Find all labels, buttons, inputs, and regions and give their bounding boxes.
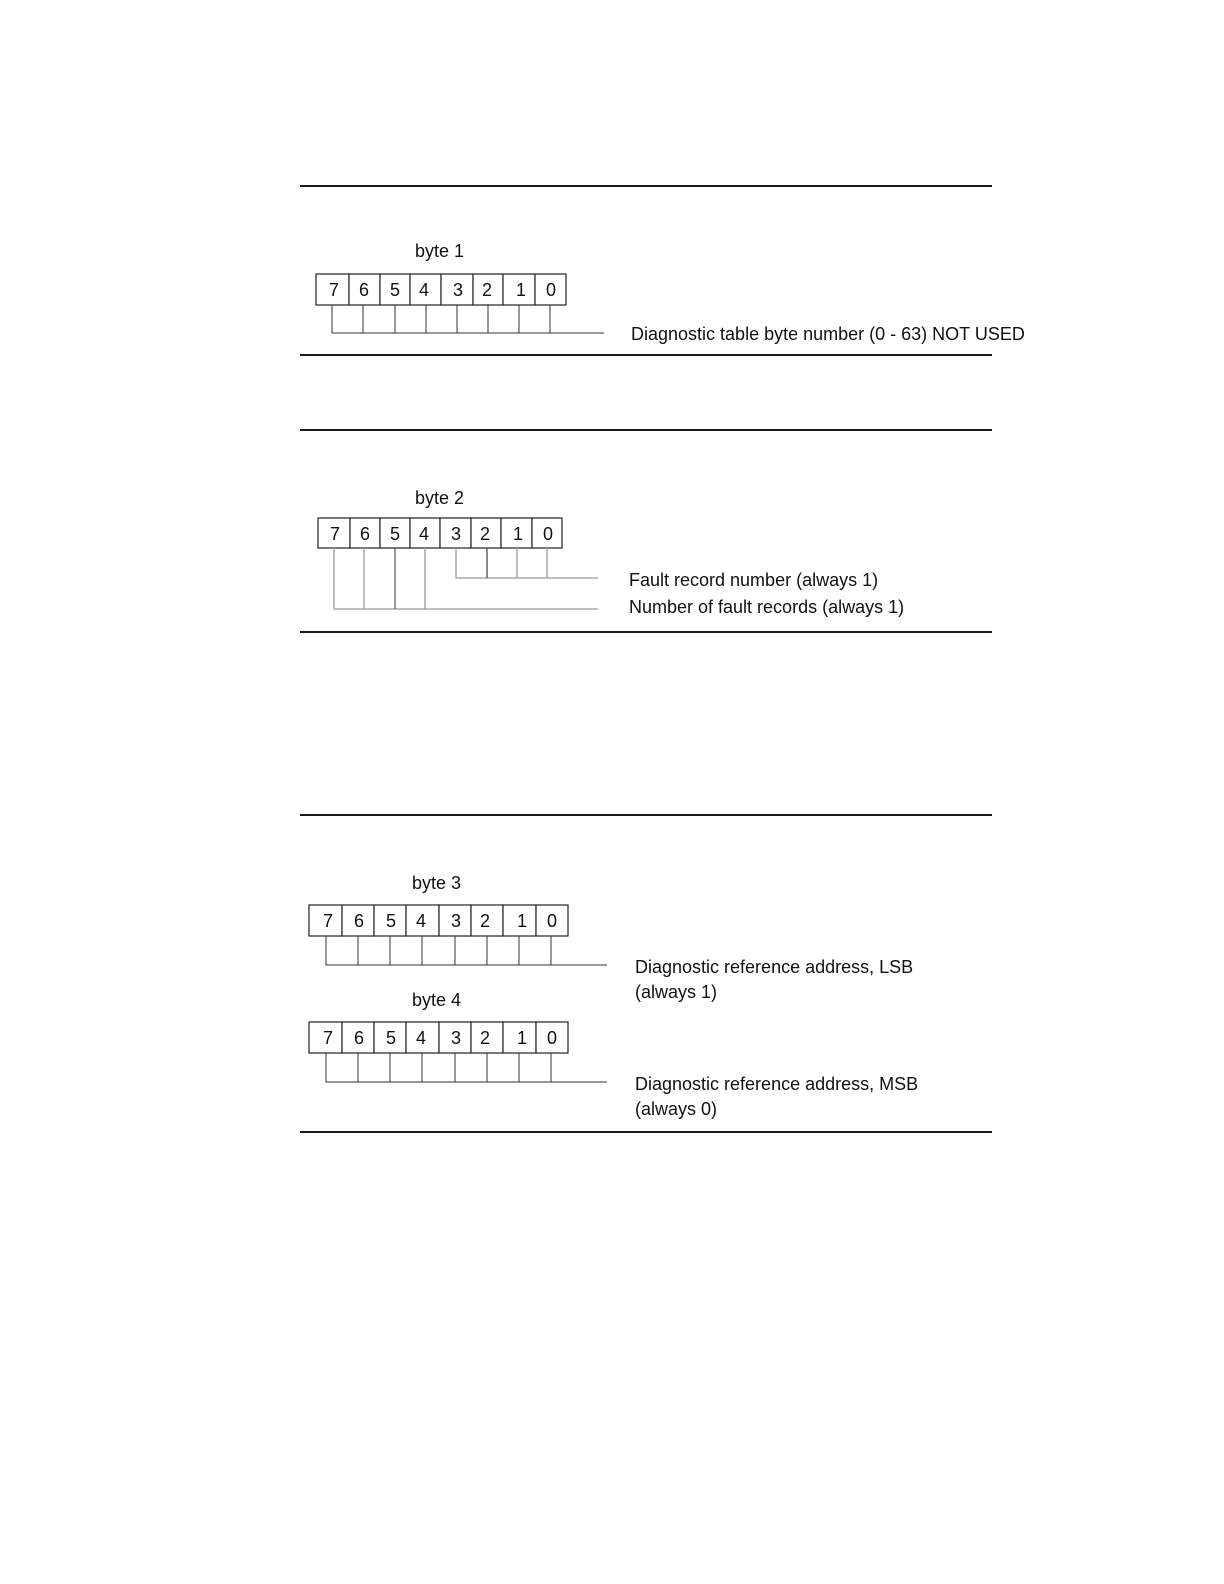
byte-2-bit-5: 5: [389, 524, 401, 544]
byte-2-field-number-of-fault-records: Number of fault records (always 1): [629, 597, 905, 617]
byte-4-bit-4: 4: [415, 1028, 427, 1048]
byte-1-bit-2: 2: [481, 280, 493, 300]
byte-1-bit-1: 1: [515, 280, 527, 300]
byte-1-bit-0: 0: [545, 280, 557, 300]
byte-3-bit-3: 3: [450, 911, 462, 931]
byte-1-title: byte 1: [415, 241, 465, 261]
byte-3-bus-bracket: [326, 936, 607, 965]
byte-4-bus-bracket: [326, 1053, 607, 1082]
byte-1-bit-7: 7: [328, 280, 340, 300]
byte-2-bit-7: 7: [329, 524, 341, 544]
byte-4-bit-header: [309, 1022, 568, 1053]
byte-3-bit-7: 7: [322, 911, 334, 931]
byte-2-low-nibble-bracket: [456, 548, 598, 578]
byte-4-bit-6: 6: [353, 1028, 365, 1048]
byte-4-field-label-line-1: Diagnostic reference address, MSB: [635, 1074, 919, 1094]
byte-2-bit-2: 2: [479, 524, 491, 544]
byte-2-bit-0: 0: [542, 524, 554, 544]
byte-2-diagram: [318, 488, 904, 617]
byte-3-field-label-line-1: Diagnostic reference address, LSB: [635, 957, 914, 977]
byte-3-bit-6: 6: [353, 911, 365, 931]
byte-4-bit-1: 1: [516, 1028, 528, 1048]
byte-4-bit-7: 7: [322, 1028, 334, 1048]
byte-3-bit-5: 5: [385, 911, 397, 931]
byte-2-bit-3: 3: [450, 524, 462, 544]
byte-4-bit-5: 5: [385, 1028, 397, 1048]
byte-4-field-label-line-2: (always 0): [635, 1099, 718, 1119]
byte-1-bit-header: [316, 274, 566, 305]
byte-1-bus-bracket: [332, 305, 604, 333]
byte-2-title: byte 2: [415, 488, 465, 508]
byte-3-bit-0: 0: [546, 911, 558, 931]
byte-2-bit-header: [318, 518, 562, 548]
byte-1-diagram: [316, 241, 1025, 344]
byte-1-field-label: Diagnostic table byte number (0 - 63) NOT USED: [631, 324, 1025, 344]
byte-3-bit-4: 4: [415, 911, 427, 931]
byte-2-bit-4: 4: [418, 524, 430, 544]
byte-4-bit-0: 0: [546, 1028, 558, 1048]
byte-3-bit-header: [309, 905, 568, 936]
byte-3-field-label-line-2: (always 1): [635, 982, 718, 1002]
byte-4-title: byte 4: [412, 990, 462, 1010]
byte-1-bit-5: 5: [389, 280, 401, 300]
byte-4-bit-2: 2: [479, 1028, 491, 1048]
byte-1-bit-4: 4: [418, 280, 430, 300]
byte-1-bit-6: 6: [358, 280, 370, 300]
byte-2-field-fault-record-number: Fault record number (always 1): [629, 570, 879, 590]
byte-1-bit-3: 3: [452, 280, 464, 300]
byte-3-diagram: [309, 873, 913, 1002]
byte-2-bit-1: 1: [512, 524, 524, 544]
byte-4-diagram: [309, 990, 918, 1119]
byte-3-bit-1: 1: [516, 911, 528, 931]
byte-4-bit-3: 3: [450, 1028, 462, 1048]
byte-3-bit-2: 2: [479, 911, 491, 931]
byte-3-title: byte 3: [412, 873, 462, 893]
byte-2-bit-6: 6: [359, 524, 371, 544]
